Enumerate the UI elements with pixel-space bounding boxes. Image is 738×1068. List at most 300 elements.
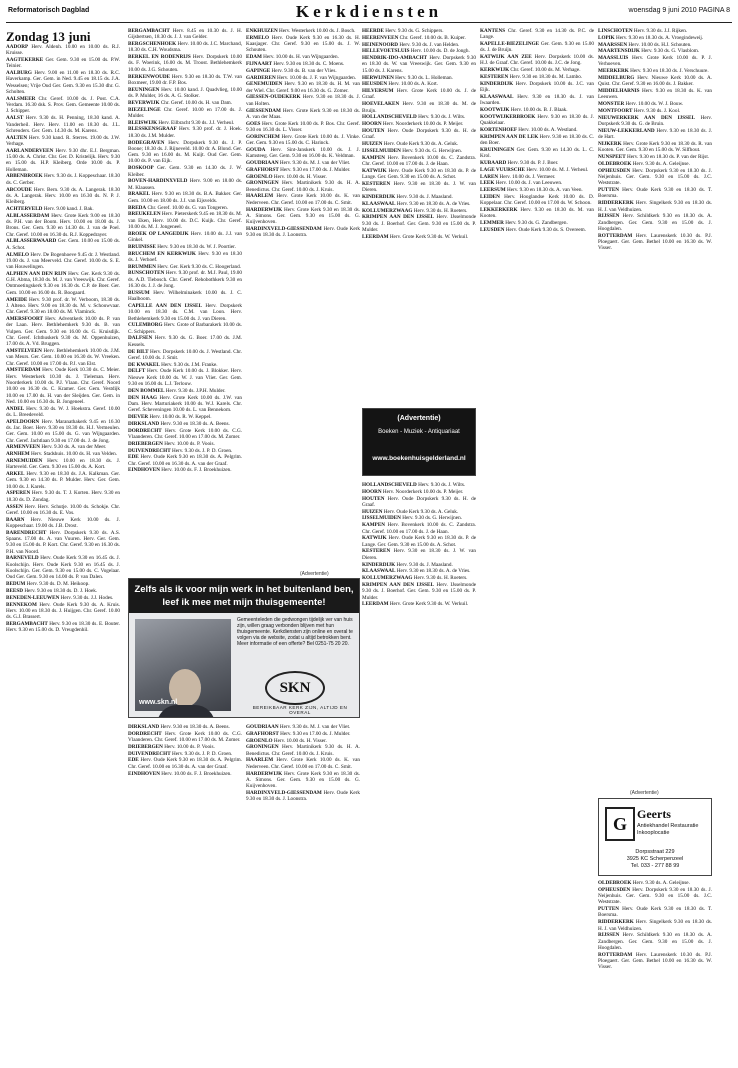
listing-place: MIDDELBURG [598,75,635,82]
listing-place: BOVEN-HARDINXVELD [128,178,188,185]
service-listing [598,75,712,88]
listing-place: HEERDE [362,28,384,34]
listing-place: PUTTEN [598,906,620,913]
listing-place: KOLLUMERZWAAG [362,207,413,214]
skn-headline [129,579,359,613]
service-listing [128,362,242,368]
service-listing [362,535,476,548]
listing-place: RIDDERKERK [598,919,634,926]
listing-place: LEERSUM [480,187,506,194]
listing-place: GRAFHORST [246,730,279,737]
listing-details: Herv. Dorpskerk 10.00 ds. J.C. van Eijk. [480,80,594,94]
listing-details: Herv. 9.30 ds. A. Geleijnse. [632,160,690,167]
listing-details: Herv. Grote Kerk 9.00 en 18.30 ds. P.H. van der Boom. Herv. 10.00 en 18.00 ds. J. Brons. Ger. Gem. 9.30 en 14.30 ds. J. van de Poel. Chr. Geref. 10.00 en 16.30 ds. R.J. Koppedrayer. [6,212,120,238]
service-listing [6,70,120,95]
service-listing [362,141,476,147]
listing-details: Herv. Dorpskerk 10.00 ds. H.J. de Graaf. Chr. Geref. 10.00 ds. J.C. de Jong. [480,54,594,67]
service-listing [362,562,476,568]
listing-details: Herv. Dorpskerk 10.00 ds. F. Woerink, 16.00 ds. M. Troost. Bethlehemkerk 10.00 ds. J.G. Schouten. [128,54,242,73]
listing-details: Herv. Ger. Kerk 9.30 ds. C. Hoogerland. [157,263,242,270]
service-listing [128,454,242,467]
listing-place: BENEDEN-LEEUWEN [6,594,60,601]
service-listing [246,757,360,770]
listing-details: Herv. 9.30 ds. A. Geleijnse. [632,880,690,886]
service-listing [128,28,242,41]
listing-place: CULEMBORG [128,322,163,329]
listing-place: LEMMER [480,220,504,227]
listing-place: BEUNINGEN [128,86,160,93]
service-listing [598,28,712,34]
listing-details: Herv. Oude Kerk 9.30 en 18.30 ds. J. Loonstra. [246,789,360,803]
service-listing [246,724,360,730]
listing-place: KOOTWIJK [480,107,510,114]
listing-place: ALMELO [6,251,30,258]
listing-details: Herv. Singelkerk 9.30 en 18.30 ds. H. J. van Veldhuizen. [598,919,712,932]
service-listing [246,744,360,757]
listing-place: KUBAARD [480,159,507,166]
service-listing [362,509,476,515]
listing-details: Herv. Oude Kerk 9.30 en 18.30 ds. A. Pelgrim. Chr. Geref. 10.00 en 16.30 ds. A. van der Graaf. [128,454,242,467]
listing-details: Herv. Laurenskerk 10.30 ds. P.J. Ploegaert. Ger. Gem. Bethel 10.00 en 16.30 ds. W. Visser. [598,232,712,252]
listing-place: MONTFOORT [598,108,633,115]
service-listing [246,207,360,226]
service-listing [598,880,712,886]
listing-place: BIEZELINGE [128,106,161,113]
service-listing [128,140,242,165]
skn-advertisement[interactable] [128,578,360,718]
service-listing [598,115,712,128]
service-listing [362,548,476,561]
listing-details: Herv. 9.30 en 18.30 ds. J. W. van Dieren. [362,180,476,194]
listing-details: Herv. 10.00 ds. J. F. van Wijngaarden. [276,74,357,81]
service-listing [128,349,242,362]
listing-details: Herv. Oude Kerk 9.30 en 18.30 ds. T. Boersma. [598,906,712,919]
listing-place: PUTTEN [598,187,620,194]
service-listing [246,134,360,147]
listing-details: Herv. Grote Kerk 10.00 ds. J. de Graaf. [362,88,476,101]
listing-details: Herv. Dorpskerk 9.30 en 18.30 ds. W. van Vreeswijk. Ger. Gem. 9.30 en 15.00 ds. J. Karens. [362,55,476,74]
service-listing [128,120,242,126]
listing-details: Chr. Geref. 10.00 en 17.00 ds. J. Mulder. [128,106,242,119]
service-listing [246,771,360,790]
service-listing [480,187,594,193]
geerts-phone: Tel. 033 - 277 88 99 [630,862,680,869]
service-listing [128,87,242,100]
listing-place: HOLLANDSCHEVELD [362,482,417,488]
listing-details: Herv. 10.00 ds. B. J. Blaak. [510,107,568,114]
listing-place: DIRKSLAND [128,420,160,427]
listing-details: Herv. 10.00 ds. J. Vermeer. [499,173,556,180]
service-listing [480,74,594,80]
listing-details: Herv. Bovenkerk 10.00 ds. C. Zandstra. Chr. Geref. 10.00 en 17.00 ds. J. de Haan. [362,522,476,535]
listing-details: Herv. Nieuwe Kerk 10.00 ds. A. Quist. Chr. Geref. 9.30 en 16.00 ds. J. Bakker. [598,75,712,88]
skn-headline-line-2: leef ik mee met mijn thuisgemeente! [162,597,326,608]
listing-details: Herv. 9.30 ds. J.P.H. Mulder. [165,387,226,394]
skn-slogan: BEREIKBAAR KERK ZIJN, ALTIJD EN OVERAL [252,705,348,715]
service-listing [362,582,476,601]
geerts-logo: G [605,807,635,841]
listing-details: Herv. 9.30 en 18.30 ds. J. Verschuure. [630,68,709,75]
service-listing [6,271,120,296]
service-listing [128,270,242,289]
service-listing [362,28,476,34]
service-listing [246,94,360,107]
listing-details: Herv. 9.30 ds. J. Wilts. [418,114,466,121]
listing-details: Herv. 9.30 ds. B. van der Vlies. [271,67,337,74]
listing-column-1 [6,44,120,1060]
listing-place: BLEISWIJK [128,119,158,126]
service-listing [480,41,594,54]
listing-details: Herv. 9.30 ds. L. Holleman. [395,74,453,81]
listing-place: AMEIDE [6,296,28,303]
service-listing [362,35,476,41]
service-listing [128,467,242,473]
listing-place: DELFT [128,368,146,375]
listing-place: LEIDEN [480,193,500,200]
listing-place: BODEGRAVEN [128,139,165,146]
listing-details: Herv. Schildkerk 9.30 en 18.30 ds. A. Zandbergen. Ger. Gem. 9.30 en 15.00 ds. J. Hoogdalen. [598,213,712,232]
listing-details: Herv. Sint-Janskerk 10.00 ds. J. J. Kamsteeg. Ger. Gem. 9.30 en 16.00 ds. K. Veldman. [246,146,360,160]
listing-place: APELDOORN [6,418,40,425]
listing-details: Herv. 9.30 ds. G. Schippers. [385,28,444,34]
service-listing [128,290,242,303]
service-listing [6,115,120,134]
listing-details: Herv. De Bogenhoeve 9.45 dr. J. Westland. 19.00 ds. J. van Meerveld. Chr. Geref. 10.00 ds. S. E. van Houwelingen. [6,251,120,271]
listing-place: AALTEN [6,134,28,141]
skn-person-photo [135,619,231,711]
service-listing [598,101,712,107]
listing-place: KINDERDIJK [362,561,396,568]
service-listing [362,201,476,207]
listing-details: Herv. Stadshuis. 10.00 ds. H. van Velden. [30,451,117,458]
listing-details: Herv. Grote Kerk 10.00 ds. C.G. Vlaanderen. Chr. Geref. 10.00 en 17.00 ds. M. Zomer. [128,730,242,744]
service-listing [362,114,476,120]
service-listing [128,165,242,178]
listing-place: GIESSENDAM [246,107,281,114]
listing-details: Chr. Geref. 9.30 en 14.30 ds. P.C. de Lange. [480,28,594,41]
service-listing [6,602,120,621]
listing-details: Herv. Bern. 9.30 ds. A. Langerak. 18.30 ds. A. Langerak. Herv. 10.00 en 16.30 ds. N. P. J. Kleiberg. [6,186,120,206]
service-listing [362,568,476,574]
listing-details: Herv. Grote Kerk 9.30 en 18.30 ds. A. van der Maas. [246,107,360,120]
listing-column-5 [480,28,594,1060]
listing-place: KATWIJK [362,167,387,174]
listing-place: KRIMPEN AAN DE LEK [480,133,539,140]
listing-place: NIEUW-LEKKERLAND [598,127,655,134]
listing-details: Herv. 9.30 en 18.30 ds. M. van Kooten. [480,207,594,220]
listing-details: Herv. 9.30 en 18.30 ds. W. J. Poortier. [157,243,236,250]
listing-details: Herv. 9.30 prof. dr. W. Verboom, 18.30 ds. J. Alteno. Herv. 9.00 en 18.30 ds. M. v. Schouwvaar. Chr. Geref. 9.30 en 18.00 ds. M. Vlaminck. [6,296,120,316]
listing-place: KERKWIJK [480,67,510,74]
listing-place: DALFSEN [128,335,153,342]
listing-details: Herv. Schildkerk 9.30 en 18.30 ds. A. Zandbergen. Ger. Gem. 9.30 en 15.00 ds. J. Hoogdalen. [598,932,712,951]
listing-details: Herv. Grote Kerk 10.00 ds. P. Bos. Chr. Geref. 9.30 en 16.30 ds. L. Visser. [246,120,360,133]
listing-place: KLAASWAAL [362,568,396,575]
publication-name: Reformatorisch Dagblad [8,7,90,14]
listing-place: HERWIJNEN [362,74,394,81]
listing-details: Ger. Gem. 10.00 en 15.00 ds. A. Schot. [6,238,120,251]
service-listing [246,68,360,74]
listing-details: Herv. 9.30 en 18.30 ds. A. van Veen. [506,187,583,194]
listing-place: GOUDRIAAN [246,159,279,166]
service-listing [362,515,476,521]
service-listing [246,180,360,193]
listing-place: KAMPEN [362,154,386,161]
service-listing [362,482,476,488]
listing-details: Herv. Oude Kerk 10.00 ds. J. Blokker. Herv. Nieuwe Kerk 10.00 ds. W. J. van Vliet. Ger. Gem. 9.30 en 16.00 ds. L.J. Terlouw. [128,368,242,388]
service-listing [6,57,120,70]
service-listing [598,213,712,232]
listing-details: Herv. 9.30 en 17.00 ds. J. Mulder. [280,166,351,173]
listing-place: AADORP [6,44,29,50]
listing-place: LINSCHOTEN [598,28,633,34]
listing-place: HOUTEN [362,495,385,502]
service-listing [480,160,594,166]
service-listing [246,731,360,737]
service-listing [6,444,120,450]
listing-place: HAARLEM [246,193,274,200]
listing-place: LEEK [480,180,495,187]
listing-place: AAGTEKERKE [6,57,44,64]
listing-place: HEINENOORD [362,41,399,48]
listing-details: Herv. IJsselmonde 9.30 ds. J. Boerhof. Ger. Gem. 9.30 en 15.00 ds. P. Mulder. [362,581,476,601]
listing-details: Herv. 9.30 ds. J. van Helden. [399,41,460,48]
listing-details: Herv. Grote Kerk 10.00 ds. J.W. van Dam. Herv. Marturiakerk 10.00 ds. W.J. Karels. Chr. Geref. Scheveningen 10.00 ds. L. van Bennekom. [128,394,242,414]
service-listing [480,54,594,67]
listing-place: HOEVELAKEN [362,101,400,108]
service-listing [246,121,360,134]
listing-place: LEERDAM [362,233,389,240]
listing-place: DUIVENDRECHT [128,447,171,454]
service-listing [246,738,360,744]
service-listing [6,451,120,457]
service-listing [6,348,120,367]
listing-details: Herv. 9.30 ds. J.M. Franke. [161,361,218,368]
listing-place: HUIZEN [362,141,383,148]
service-listing [128,368,242,387]
service-listing [128,335,242,348]
listing-place: BRUCHEM EN KERKWIJK [128,250,196,257]
service-listing [362,148,476,154]
listing-details: Ger. Gem. 9.30 en 14.30 ds. L. C. Krol. [480,146,594,160]
listing-place: KANTENS [480,28,506,34]
listing-details: Herv. 9.30 en 18.30 ds. B.A. Bakker. Ger. Gem. 10.00 en 18.00 ds. J.J. van Eijsvelds. [128,191,242,204]
service-listing [362,522,476,535]
listing-details: Herv. 9.30 ds. G. Boer. 17.00 ds. J.M. Kessels. [128,335,242,348]
service-listing [128,107,242,120]
skn-url-link[interactable]: www.skn.nl [139,699,178,706]
service-listing [128,428,242,441]
listing-place: AMERSFOORT [6,315,43,322]
listing-details: Herv. Aldenh. 10.00 en 10.00 ds. R.J. Kruisse. [6,44,120,57]
listing-details: Herv. Oude Dorpskerk 9.30 ds. H. de Graaf. [362,127,476,141]
listing-details: Herv. Oude Kerk 9.30 en 18.30 ds. P. de Lange. Ger. Gem. 9.30 en 15.00 ds. A. Schot. [362,535,476,548]
listing-column-6-lower [598,880,712,1060]
listing-place: HILVERSUM [362,88,394,95]
listing-details: Herv. 9.30 ds. J. P. D. Groen. [171,750,233,757]
listing-details: Herv. 9.30 ds. J.J. Rijken. [633,28,688,34]
service-listing [128,41,242,54]
listing-details: Herv. 10.00 ds. P. Voois. [164,743,215,750]
listing-place: ALBLASSERDAM [6,212,50,219]
listing-details: Herv. 9.00 kand. J. Bak. [43,205,94,212]
listing-place: HEERENVEEN [362,34,399,41]
service-listing [6,588,120,594]
listing-details: Herv. 10.00 ds. D. de Jongh. [410,48,470,55]
listing-place: BERKENWOUDE [128,73,171,80]
listing-details: Herv. Oude Dorpskerk 9.30 ds. H. de Graaf. [362,495,476,508]
listing-details: Herv. Grote Kerk 10.00 ds. J. Vinke. Ger. Gem. 9.30 en 15.00 ds. C. Harinck. [246,133,360,147]
listing-place: RIDDERKERK [598,200,634,207]
listing-details: Herv. Grote Kerk 10.00 ds. P. J. Verhoeven. [598,55,712,68]
listing-details: Herv. Grote Kerk 9.30 ds. W. Verkuil. [389,601,469,608]
listing-place: AALST [6,115,24,122]
service-listing [128,395,242,414]
listing-details: Herv. Oude Kerk 9.30 ds. S. Overeem. [505,226,587,233]
bookshop-advertisement[interactable] [362,408,476,476]
listing-details: Herv. 9.30 ds. J. Wilts. [418,482,466,488]
listing-place: GOUDRIAAN [246,724,279,730]
listing-place: DE KWAKEL [128,361,160,368]
service-listing [598,154,712,160]
service-listing [362,101,476,114]
section-title: Kerkdiensten [295,2,443,21]
listing-place: ASSEN [6,503,23,510]
service-listing [128,441,242,447]
listing-details: Herv. 9.30 en 18.30 ds. D. J. Hoek. [24,587,98,594]
listing-place: NUNSPEET [598,154,626,161]
service-listing [128,211,242,230]
skn-logo: SKN [265,671,325,705]
listing-place: ARNHEM [6,451,30,458]
service-listing [6,316,120,347]
listing-place: DORDRECHT [128,427,162,434]
listing-details: Herv. Pieterskerk 9.45 en 18.30 ds. M. van Eken, Herv. 10.00 ds. D.C. Kuijk. Chr. Geref. 10.00 ds. M. J. Jongeneel. [128,211,242,230]
listing-place: GROENLO [246,173,273,180]
listing-details: Herv. 9.30 ds. J.J. Hodes. [60,594,114,601]
listing-place: ANDEL [6,405,25,412]
listing-details: Herv. 9.30 en 18.30 ds. A. de Vries. [396,568,471,575]
listing-place: BERGAMBACHT [128,28,170,34]
service-listing [6,187,120,206]
listing-place: FIJNAART [246,60,273,67]
listing-details: Herv. Westerkerk 10.00 ds. J. Bosch. [279,28,356,34]
service-listing [362,128,476,141]
bookshop-subtitle: Boeken - Muziek - Antiquariaat [378,429,460,435]
header-rule [6,22,732,23]
service-listing [128,251,242,264]
listing-details: Herv. Grote Kerk 9.30 ds. W. Verkuil. [389,233,469,240]
listing-details: Herv. 10.00 ds. H. van Wijngaarden. [263,54,339,61]
listing-details: Herv. Oude Kerk 9.30 en 16.45 ds. J. Koolschijn. Herv. Oude Kerk 9.30 en 16.45 ds. J. Koolschijn. Ger. Gem. 9.30 en 15.00 ds. C. Vogelaar. Oud Ger. Gem. 9.30 en 14.00 ds. P. van Dalen. [6,555,120,581]
listing-details: Herv. 9.30 en 18.30 ds. J. van Holten. [246,94,360,107]
listing-details: Herv. 10.00 ds. M. J. Verheul. [526,166,589,173]
listing-place: DUIVENDRECHT [128,750,171,757]
service-listing [362,194,476,200]
listing-details: Herv. Singelkerk 9.30 en 18.30 ds. H. J. van Veldhuizen. [598,200,712,213]
service-listing [128,191,242,204]
service-listing [598,168,712,187]
service-listing [362,489,476,495]
listing-details: Herv. Hooglandse Kerk 10.00 ds. D. Koppelaar. Chr. Geref. 10.00 en 17.00 ds. W. Schoon. [480,193,594,207]
listing-place: HOORN [362,121,382,128]
service-listing [362,155,476,168]
service-listing [6,419,120,444]
service-listing [362,88,476,101]
listing-place: ALPHEN AAN DEN RIJN [6,270,67,277]
geerts-advertisement[interactable] [598,798,712,876]
listing-details: Herv. 10.00 ds. A. Westland. [518,126,578,133]
listing-details: Herv. 9.30 en 18.30 ds. J. van Iwaarden. [480,93,594,107]
listing-details: Herv. 10.00 ds. F. J. Broekhuizen. [161,770,232,777]
bookshop-url-link[interactable]: www.boekenhuisgelderland.nl [372,455,466,462]
listing-column-3-lower [246,724,360,1060]
listing-details: Herv. Grote Kerk 9.30 en 18.30 ds. A. Simons. Ger. Gem. 9.30 en 15.00 ds. G. Kuijvenhoven. [246,770,360,790]
listing-details: Herv. 9.30 ds. T. J. Korten. Herv. 9.30 en 18.30 ds. D. Zondag. [6,490,120,503]
listing-column-4-lower [362,482,476,1060]
listing-place: GROENLO [246,737,273,744]
listing-details: Herv. Grote of Barbarakerk 10.00 ds. C. Schippers. [128,322,242,335]
listing-place: LAREN [480,173,499,180]
service-listing [6,252,120,271]
listing-place: KINDERDIJK [480,80,514,87]
service-listing [480,207,594,220]
listing-details: Herv. 10.00 ds. J.C. Marchand, 18.30 ds. C.H. Woudsma. [128,41,242,54]
listing-column-2-lower [128,724,242,1060]
ad-label-skn: (Advertentie) [300,571,329,577]
listing-details: Herv. 9.30 ds. M. J. van der Vliet. [279,159,351,166]
service-listing [598,906,712,919]
service-listing [128,126,242,139]
listing-details: Herv. Dorpskerk 9.30 ds. A.S. Spaans. 17.00 ds. A. van Vuuren. Herv. Ger. Gem. 9.30 en 15.00 ds. P. Kort. Chr. Geref. 9.30 en 16.30 ds. P.H. van Noord. [6,529,120,555]
listing-place: KATWIJK AAN ZEE [480,54,532,61]
listing-place: ABBENBROEK [6,173,43,180]
listing-details: Herv. 9.30 en 18.30 ds. C. Moens. [273,60,345,67]
listing-place: DRIEBERGEN [128,440,163,447]
listing-details: Herv. Oude Kerk 9.30 ds. A. Geluk. [383,508,459,515]
listing-details: Herv. Bovenkerk 10.00 ds. C. Zandstra. Chr. Geref. 10.00 en 17.00 ds. J. de Haan. [362,154,476,167]
listing-details: Herv. 9.30 dhr. E.J. Bergman. 15.00 ds. A. Christ. Chr. Ger. D. Kristelijk. Herv. 9.30 en 15.00 ds. H.P. Kleiberg. Orde 10.00 ds. P. Holleman. [6,147,120,173]
listing-place: ASPEREN [6,490,31,497]
service-listing [128,414,242,420]
listing-place: DIEVER [128,414,149,421]
listing-details: Herv. Dorpskerk 9.30 en 18.30 ds. J. Neijenhuis. Ger. Gem. 9.30 en 15.00 ds. J.C. Weststrate. [598,167,712,187]
listing-place: KINDERDIJK [362,193,396,200]
listing-place: ROTTERDAM [598,232,633,239]
service-listing [128,231,242,244]
listing-place: NIEUWERKERK AAN DEN IJSSEL [598,114,695,121]
listing-place: ABCOUDE [6,186,32,193]
service-listing [598,128,712,141]
listing-details: Herv. 10.00 ds. R. W. Keppel. [149,414,212,421]
listing-place: EDE [128,454,139,461]
listing-place: BREUKELEN [128,211,161,218]
service-listing [598,187,712,200]
service-listing [246,167,360,173]
service-listing [598,952,712,971]
listing-place: LEUSDEN [480,226,505,233]
service-listing [362,575,476,581]
listing-place: MONSTER [598,101,625,108]
service-listing [598,35,712,41]
listing-place: GIESSEN-OUDEKERK [246,94,301,101]
service-listing [6,595,120,601]
service-listing [598,161,712,167]
listing-details: Herv. Oude Kerk 9.30 en 16.30 ds. H. Kaasjager. Chr. Geref. 9.30 en 15.00 ds. J. W. Schouten. [246,34,360,54]
listing-details: Herv. Dorpskerk 10.00 ds. J. Westland. Chr. Geref. 10.00 ds. J. Smit. [128,348,242,361]
listing-details: Herv. 9.30 en 18.30 ds. T.W. van Boxmeer, 19.00 dr. F.P. Bos. [128,73,242,86]
service-listing [598,141,712,154]
